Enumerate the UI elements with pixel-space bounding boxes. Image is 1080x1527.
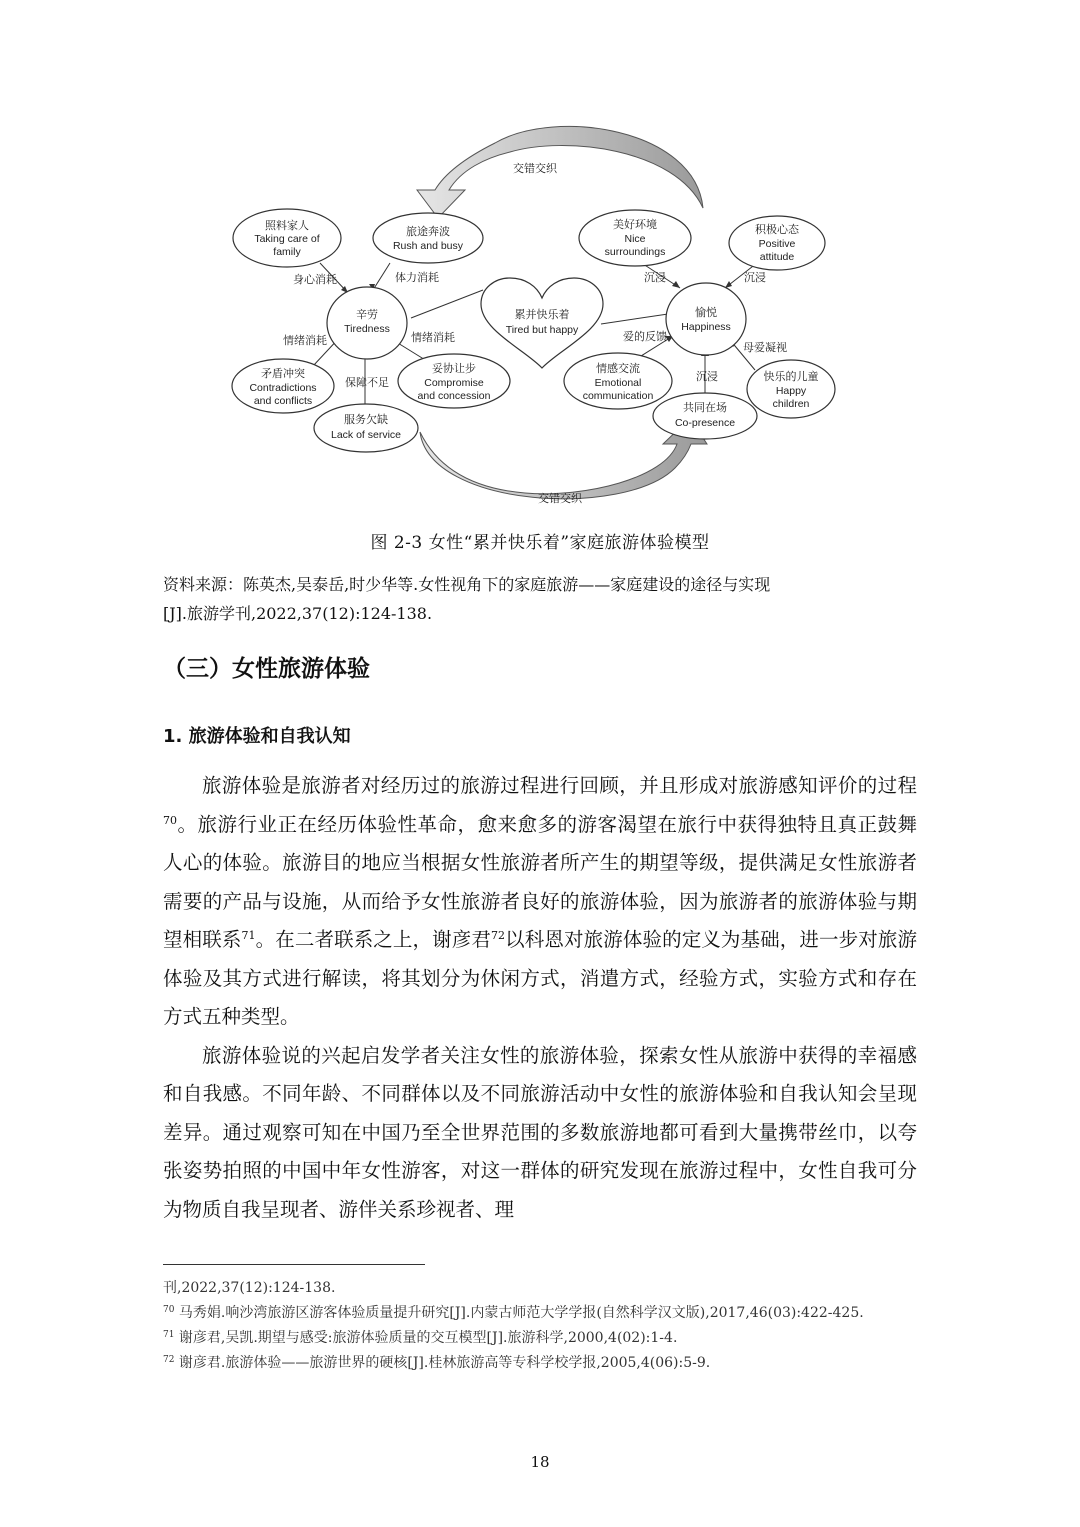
node-family-en2: family: [273, 246, 301, 258]
node-children-zh: 快乐的儿童: [763, 370, 819, 383]
footnote-71: [163, 1326, 917, 1351]
source-line-2: [J].旅游学刊,2022,37(12):124-138.: [163, 604, 433, 623]
node-children-en2: children: [772, 398, 810, 410]
node-nice-en2: surroundings: [604, 246, 666, 258]
node-happiness-en: Happiness: [681, 321, 731, 333]
node-children-en1: Happy: [775, 385, 807, 397]
footnote-continuation: 刊,2022,37(12):124-138.: [163, 1280, 336, 1296]
label-mother-gaze: 母爱凝视: [743, 341, 787, 354]
label-physical-mental: 身心消耗: [293, 273, 337, 286]
sub-heading: 1. 旅游体验和自我认知: [163, 726, 351, 747]
footnote-72-number: 72: [163, 1355, 175, 1365]
source-line-1: 资料来源：陈英杰,吴泰岳,时少华等.女性视角下的家庭旅游——家庭建设的途径与实现: [163, 575, 771, 594]
footnote-71-text: 谢彦君,吴凯.期望与感受:旅游体验质量的交互模型[J].旅游科学,2000,4(02):1-4.: [174, 1330, 678, 1346]
node-happiness-zh: 愉悦: [695, 306, 717, 319]
top-curved-arrow: [417, 126, 703, 218]
node-conflicts-en1: Contradictions: [249, 382, 317, 394]
node-compromise-zh: 妥协让步: [432, 362, 476, 375]
paragraph-1-part-3: 。在二者联系之上，谢彦君: [255, 928, 492, 951]
node-nice-zh: 美好环境: [613, 218, 657, 231]
node-tiredness-zh: 辛劳: [356, 308, 378, 321]
figure-caption: 图 2-3 女性“累并快乐着”家庭旅游体验模型: [370, 533, 710, 553]
label-physical: 体力消耗: [395, 271, 439, 284]
paragraph-1-part-2: 。旅游行业正在经历体验性革命，愈来愈多的游客渴望在旅行中获得独特且真正鼓舞人心的体验。旅游目的地应当根据女性旅游者所产生的期望等级，提供满足女性旅游者需要的产品与设施，从而给予女性旅游者良好的旅游体验，因为旅游者的旅游体验与期望相联系: [163, 812, 917, 951]
node-emotional-en1: Emotional: [594, 377, 642, 389]
node-service-zh: 服务欠缺: [344, 413, 388, 426]
node-positive-zh: 积极心态: [755, 223, 799, 236]
node-emotional-en2: communication: [582, 390, 654, 402]
node-rush-zh: 旅途奔波: [406, 225, 450, 238]
footnote-ref-70[interactable]: 70: [163, 813, 177, 827]
node-conflicts-zh: 矛盾冲突: [261, 367, 305, 380]
footnote-70-number: 70: [163, 1305, 175, 1315]
node-family-en1: Taking care of: [254, 233, 320, 245]
heart-shape: [481, 278, 603, 368]
node-copresence-en: Co-presence: [674, 417, 736, 429]
label-immerse-1: 沉浸: [644, 271, 666, 284]
footnote-ref-72[interactable]: 72: [491, 929, 506, 942]
top-arrow-label: 交错交织: [513, 162, 557, 175]
label-emotional-2: 情绪消耗: [411, 331, 455, 344]
body-text: [163, 767, 917, 1229]
node-tiredness-en: Tiredness: [344, 323, 390, 335]
section-heading: （三）女性旅游体验: [163, 656, 370, 682]
figure-source: [163, 570, 923, 628]
footnote-ref-71[interactable]: 71: [241, 929, 256, 942]
node-nice-en1: Nice: [624, 233, 646, 245]
tired-happy-en: Tired but happy: [505, 324, 579, 336]
node-positive-en1: Positive: [758, 238, 796, 250]
node-family-zh: 照料家人: [265, 219, 309, 232]
footnote-72: [163, 1351, 917, 1376]
paragraph-1: [163, 767, 917, 1037]
label-security: 保障不足: [345, 376, 389, 389]
node-service-en: Lack of service: [330, 429, 402, 441]
paragraph-1-part-4: 以科恩对旅游体验的定义为基础，进一步对旅游体验及其方式进行解读，将其划分为休闲方式，消遣方式，经验方式，实验方式和存在方式五种类型。: [163, 928, 917, 1028]
footnote-divider: [163, 1264, 425, 1265]
label-emotional-1: 情绪消耗: [283, 334, 327, 347]
node-copresence-zh: 共同在场: [683, 401, 727, 414]
paragraph-1-part-1: 旅游体验是旅游者对经历过的旅游过程进行回顾，并且形成对旅游感知评价的过程: [202, 774, 917, 797]
node-compromise-en1: Compromise: [424, 377, 484, 389]
tired-happy-zh: 累并快乐着: [514, 308, 570, 321]
label-immerse-3: 沉浸: [696, 370, 718, 383]
footnote-71-number: 71: [163, 1330, 175, 1340]
footnotes: [163, 1276, 917, 1376]
page-number: 18: [530, 1453, 550, 1471]
experience-model-diagram: [225, 118, 845, 518]
diagram-svg: [225, 118, 845, 518]
node-emotional-zh: 情感交流: [596, 362, 640, 375]
footnote-70-text: 马秀娟.响沙湾旅游区游客体验质量提升研究[J].内蒙古师范大学学报(自然科学汉文版),2017,46(03):422-425.: [174, 1305, 864, 1321]
paragraph-2: 旅游体验说的兴起启发学者关注女性的旅游体验，探索女性从旅游中获得的幸福感和自我感。不同年龄、不同群体以及不同旅游活动中女性的旅游体验和自我认知会呈现差异。通过观察可知在中国乃至全世界范围的多数旅游地都可看到大量携带丝巾，以夸张姿势拍照的中国中年女性游客，对这一群体的研究发现在旅游过程中，女性自我可分为物质自我呈现者、游伴关系珍视者、理: [163, 1043, 917, 1221]
footnote-70: [163, 1301, 917, 1326]
node-compromise-en2: and concession: [417, 390, 491, 402]
label-love-feedback: 爱的反馈: [623, 330, 667, 343]
label-immerse-2: 沉浸: [744, 271, 766, 284]
node-positive-en2: attitude: [759, 251, 795, 263]
bottom-arrow-label: 交错交织: [538, 492, 582, 505]
footnote-72-text: 谢彦君.旅游体验——旅游世界的硬核[J].桂林旅游高等专科学校学报,2005,4(06):5-9.: [174, 1355, 711, 1371]
node-rush-en: Rush and busy: [392, 240, 464, 252]
node-conflicts-en2: and conflicts: [253, 395, 313, 407]
